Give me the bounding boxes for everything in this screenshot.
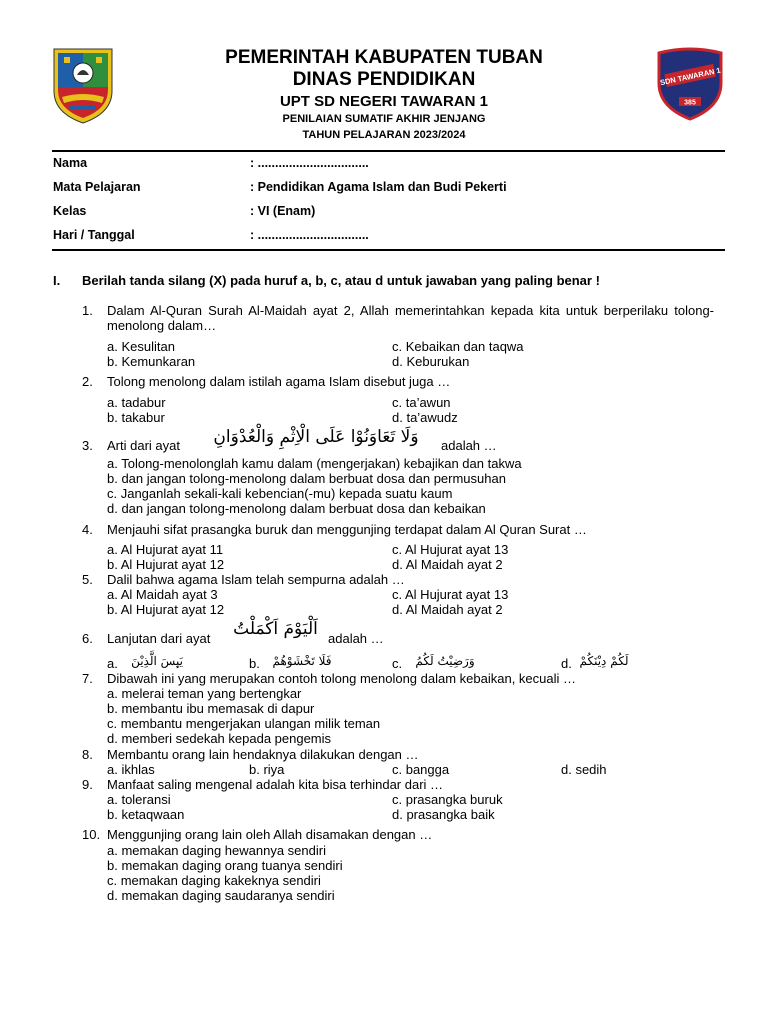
question-9-option-b: b. ketaqwaan <box>107 807 185 822</box>
question-3-arabic-verse: وَلَا تَعَاوَنُوْا عَلَى الْاِثْمِ وَالْعُدْوَانِ <box>213 427 419 447</box>
question-9-number: 9. <box>82 777 93 792</box>
question-6-option-b-label: b. <box>249 656 260 671</box>
question-2-option-c: c. ta’awun <box>392 395 451 410</box>
info-value-date: : ................................ <box>250 228 369 242</box>
info-value-subject: : Pendidikan Agama Islam dan Budi Pekerti <box>250 180 507 194</box>
question-8-number: 8. <box>82 747 93 762</box>
question-4-option-d: d. Al Maidah ayat 2 <box>392 557 503 572</box>
question-3-suffix: adalah … <box>441 438 497 453</box>
question-4-option-c: c. Al Hujurat ayat 13 <box>392 542 509 557</box>
question-7-option-c: c. membantu mengerjakan ulangan milik teman <box>107 716 381 731</box>
question-5-option-a: a. Al Maidah ayat 3 <box>107 587 218 602</box>
question-2-option-b: b. takabur <box>107 410 165 425</box>
question-1-option-b: b. Kemunkaran <box>107 354 196 369</box>
question-10-option-a: a. memakan daging hewannya sendiri <box>107 843 326 858</box>
question-3-number: 3. <box>82 438 93 453</box>
question-9-option-a: a. toleransi <box>107 792 171 807</box>
question-6-option-a: يَىِٕسَ الَّذِيْنَ <box>131 654 183 668</box>
question-1-option-d: d. Keburukan <box>392 354 470 369</box>
header-department: DINAS PENDIDIKAN <box>292 69 476 90</box>
question-1-option-a: a. Kesulitan <box>107 339 175 354</box>
school-badge-text: SDN TAWARAN 1 <box>659 65 722 88</box>
question-10-option-c: c. memakan daging kakeknya sendiri <box>107 873 321 888</box>
question-3-option-a: a. Tolong-menolonglah kamu dalam (mengerjakan) kebajikan dan takwa <box>107 456 522 471</box>
question-2-number: 2. <box>82 374 93 389</box>
question-8-option-b: b. riya <box>249 762 285 777</box>
question-1-text: Dalam Al-Quran Surah Al-Maidah ayat 2, Allah memerintahkan kepada kita untuk berperilaku tolong-menolong dalam… <box>107 303 714 333</box>
question-10-option-d: d. memakan daging saudaranya sendiri <box>107 888 335 903</box>
question-9-option-d: d. prasangka baik <box>392 807 495 822</box>
question-5-option-b: b. Al Hujurat ayat 12 <box>107 602 225 617</box>
question-6-arabic-verse: اَلْيَوْمَ اَكْمَلْتُ <box>233 619 318 639</box>
question-10-number: 10. <box>82 827 101 842</box>
question-7-option-b: b. membantu ibu memasak di dapur <box>107 701 315 716</box>
question-6-option-b: فَلَا تَخْشَوْهُمْ <box>272 654 332 668</box>
header-school: UPT SD NEGERI TAWARAN 1 <box>279 93 489 110</box>
question-6-option-c-label: c. <box>392 656 403 671</box>
question-7-option-d: d. memberi sedekah kepada pengemis <box>107 731 332 746</box>
question-7-option-a: a. melerai teman yang bertengkar <box>107 686 302 701</box>
question-9-text: Manfaat saling mengenal adalah kita bisa terhindar dari … <box>107 777 444 792</box>
question-7-text: Dibawah ini yang merupakan contoh tolong menolong dalam kebaikan, kecuali … <box>107 671 577 686</box>
question-2-option-d: d. ta’awudz <box>392 410 458 425</box>
info-value-class: : VI (Enam) <box>250 204 316 218</box>
question-2-text: Tolong menolong dalam istilah agama Islam disebut juga … <box>107 374 451 389</box>
header-government: PEMERINTAH KABUPATEN TUBAN <box>225 47 543 68</box>
question-10-text: Menggunjing orang lain oleh Allah disamakan dengan … <box>107 827 433 842</box>
question-4-text: Menjauhi sifat prasangka buruk dan menggunjing terdapat dalam Al Quran Surat … <box>107 522 587 537</box>
school-badge-number: 385 <box>684 99 696 107</box>
question-4-number: 4. <box>82 522 93 537</box>
question-3-option-d: d. dan jangan tolong-menolong dalam berbuat dosa dan kebaikan <box>107 501 486 516</box>
header-divider-bottom <box>52 249 725 251</box>
question-4-option-a: a. Al Hujurat ayat 11 <box>107 542 224 557</box>
info-value-name: : ................................ <box>250 156 369 170</box>
header-assessment: PENILAIAN SUMATIF AKHIR JENJANG <box>282 113 486 125</box>
question-2-option-a: a. tadabur <box>107 395 166 410</box>
question-5-text: Dalil bahwa agama Islam telah sempurna adalah … <box>107 572 405 587</box>
question-6-option-d: لَكُمْ دِيْنَكُمْ <box>579 654 629 668</box>
header-divider-top <box>52 150 725 152</box>
question-3-option-b: b. dan jangan tolong-menolong dalam berbuat dosa dan permusuhan <box>107 471 506 486</box>
info-label-name: Nama <box>53 156 88 170</box>
section-number: I. <box>53 273 61 288</box>
question-8-option-a: a. ikhlas <box>107 762 155 777</box>
question-8-option-d: d. sedih <box>561 762 607 777</box>
question-5-number: 5. <box>82 572 93 587</box>
question-8-option-c: c. bangga <box>392 762 450 777</box>
question-5-option-d: d. Al Maidah ayat 2 <box>392 602 503 617</box>
question-6-number: 6. <box>82 631 93 646</box>
question-10-option-b: b. memakan daging orang tuanya sendiri <box>107 858 343 873</box>
question-1-option-c: c. Kebaikan dan taqwa <box>392 339 524 354</box>
question-3-option-c: c. Janganlah sekali-kali kebencian(-mu) kepada suatu kaum <box>107 486 453 501</box>
question-6-suffix: adalah … <box>328 631 384 646</box>
question-1-number: 1. <box>82 303 93 318</box>
info-label-subject: Mata Pelajaran <box>53 180 141 194</box>
question-4-option-b: b. Al Hujurat ayat 12 <box>107 557 225 572</box>
question-7-number: 7. <box>82 671 93 686</box>
question-6-option-d-label: d. <box>561 656 572 671</box>
question-6-option-c: وَرَضِيْتُ لَكُمُ <box>415 654 475 668</box>
info-label-class: Kelas <box>53 204 87 218</box>
question-3-prefix: Arti dari ayat <box>107 438 180 453</box>
section-instruction: Berilah tanda silang (X) pada huruf a, b, c, atau d untuk jawaban yang paling benar ! <box>82 273 600 288</box>
header-academic-year: TAHUN PELAJARAN 2023/2024 <box>302 129 466 141</box>
question-6-option-a-label: a. <box>107 656 118 671</box>
question-5-option-c: c. Al Hujurat ayat 13 <box>392 587 509 602</box>
question-8-text: Membantu orang lain hendaknya dilakukan dengan … <box>107 747 419 762</box>
question-6-prefix: Lanjutan dari ayat <box>107 631 211 646</box>
info-label-date: Hari / Tanggal <box>53 228 135 242</box>
question-9-option-c: c. prasangka buruk <box>392 792 503 807</box>
